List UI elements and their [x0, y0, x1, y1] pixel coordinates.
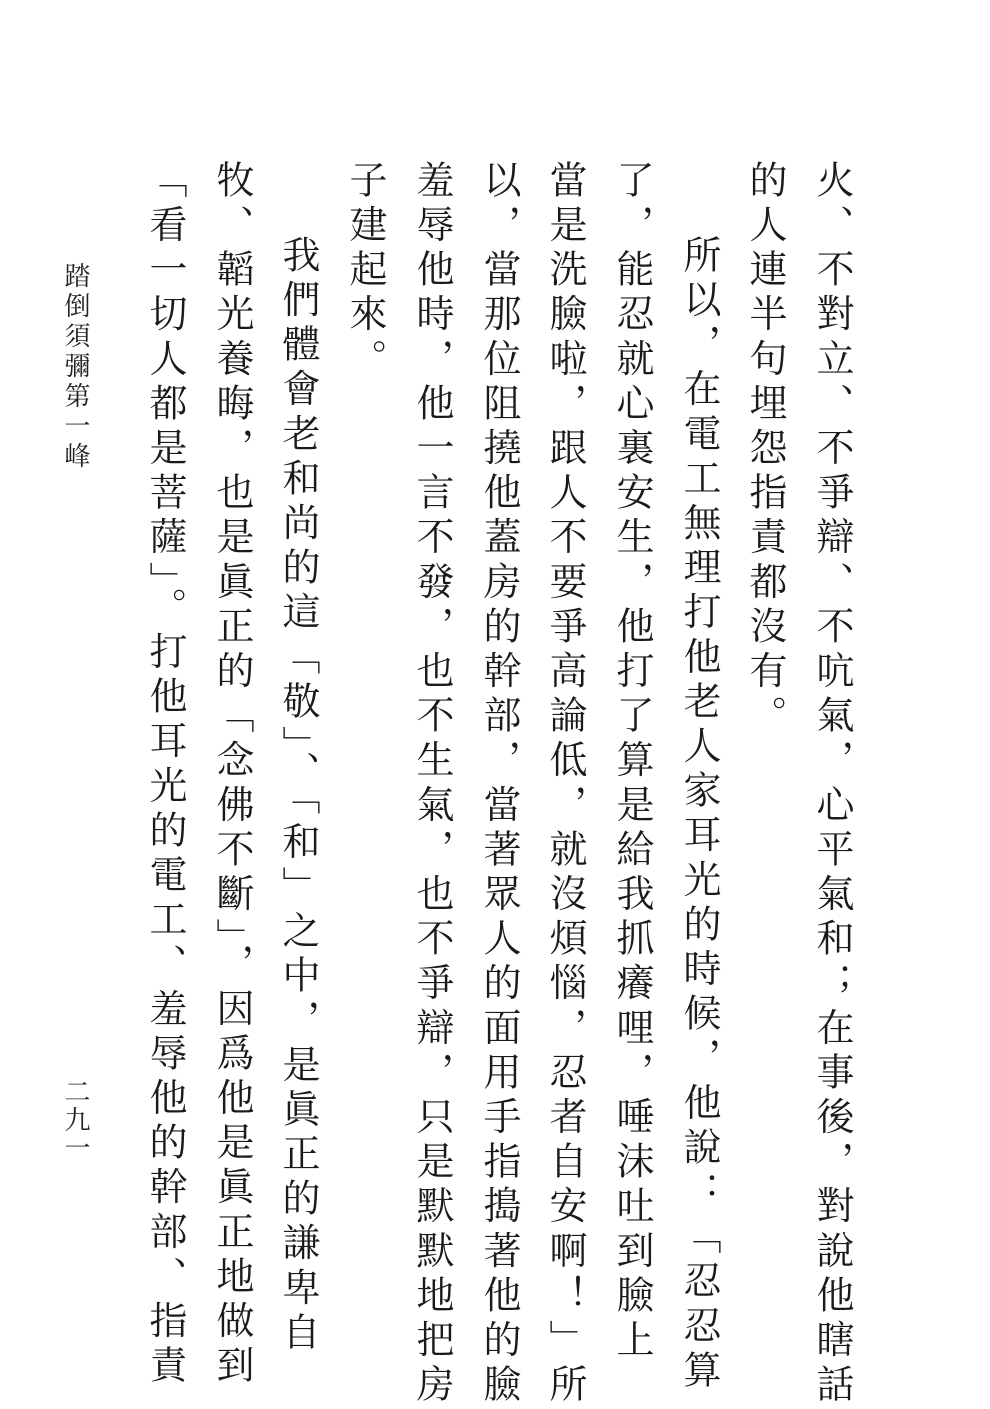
text-column-3: 所以，在電工無理打他老人家耳光的時候，他說：「忍忍算 [677, 235, 721, 1395]
text-column-11: 「看一切人都是菩薩」。打他耳光的電工、羞辱他的幹部、指責 [143, 160, 187, 1390]
text-column-1: 火、不對立、不爭辯、不吭氣，心平氣和；在事後，對說他瞎話 [810, 160, 854, 1409]
text-column-7: 羞辱他時，他一言不發，也不生氣，也不爭辯，只是默默地把房 [410, 160, 454, 1409]
text-column-4: 了，能忍就心裏安生，他打了算是給我抓癢哩，唾沫吐到臉上 [610, 160, 654, 1365]
text-column-8: 子建起來。 [343, 160, 387, 383]
text-column-5: 當是洗臉啦，跟人不要爭高論低，就沒煩惱，忍者自安啊！」所 [543, 160, 587, 1409]
text-column-2: 的人連半句埋怨指責都沒有。 [743, 160, 787, 740]
page-number: 二九一 [60, 1078, 90, 1162]
text-column-6: 以，當那位阻撓他蓋房的幹部，當著眾人的面用手指搗著他的臉 [477, 160, 521, 1409]
text-column-9: 我們體會老和尚的這「敬」、「和」之中，是眞正的謙卑自 [276, 235, 320, 1357]
text-column-10: 牧、韜光養晦，也是眞正的「念佛不斷」，因爲他是眞正地做到 [210, 160, 254, 1390]
running-head: 踏倒須彌第一峰 [60, 262, 90, 472]
